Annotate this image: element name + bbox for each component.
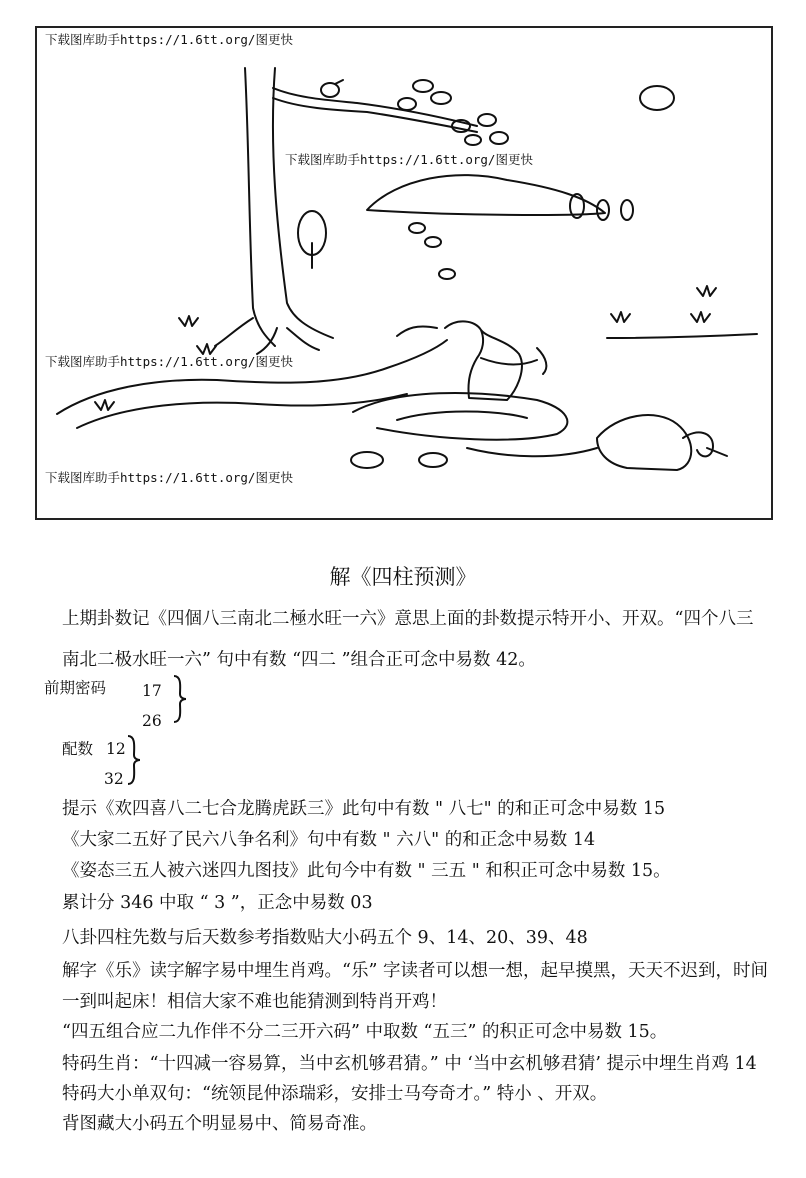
pairing-value: 12 xyxy=(106,740,126,758)
body-line: 提示《欢四喜八二七合龙腾虎跃三》此句中有数 " 八七" 的和正可念中易数 15 xyxy=(62,799,666,819)
sun xyxy=(640,86,674,110)
body-line: 累计分 346 中取 “ 3 ”，正念中易数 03 xyxy=(62,893,373,913)
body-line: 特码生肖：“十四减一容易算，当中玄机够君猜。” 中 ‘当中玄机够君猜’ 提示中埋生肖鸡 14 xyxy=(62,1054,757,1074)
body-line: 八卦四柱先数与后天数参考指数贴大小码五个 9、14、20、39、48 xyxy=(62,928,588,948)
pairing-label: 配数 xyxy=(62,740,94,758)
elephant-creature xyxy=(597,415,691,470)
paragraph-line: 南北二极水旺一六” 句中有数 “四二 ”组合正可念中易数 42。 xyxy=(62,650,536,670)
watermark: 下载图库助手https://1.6tt.org/图更快 xyxy=(45,354,293,369)
body-line: “四五组合应二九作伴不分二三开六码” 中取数 “五三” 的积正可念中易数 15。 xyxy=(62,1022,668,1042)
previous-code-label: 前期密码 xyxy=(44,679,107,697)
stone xyxy=(351,452,383,468)
watermark: 下载图库助手https://1.6tt.org/图更快 xyxy=(45,32,293,47)
leaf xyxy=(413,80,433,92)
curly-brace-icon xyxy=(124,734,144,786)
cartoon-illustration xyxy=(35,26,773,520)
body-line: 特码大小单双句：“统领昆仲添瑞彩，安排士马夸奇才。” 特小 、开双。 xyxy=(62,1084,608,1104)
curly-brace-icon xyxy=(170,674,190,724)
bird-on-branch xyxy=(321,83,339,97)
article-title: 解《四柱预测》 xyxy=(329,565,477,589)
body-line: 背图藏大小码五个明显易中、简易奇准。 xyxy=(62,1114,377,1134)
watermark: 下载图库助手https://1.6tt.org/图更快 xyxy=(45,470,293,485)
body-line: 一到叫起床！相信大家不难也能猜测到特肖开鸡！ xyxy=(62,992,447,1012)
previous-code-value: 26 xyxy=(142,712,162,730)
body-line: 《姿态三五人被六迷四九图技》此句今中有数 " 三五 " 和积正可念中易数 15。 xyxy=(62,861,671,881)
pairing-value: 32 xyxy=(104,770,124,788)
creature xyxy=(445,321,522,400)
tree-trunk-left xyxy=(245,68,275,346)
previous-code-value: 17 xyxy=(142,682,162,700)
watermark: 下载图库助手https://1.6tt.org/图更快 xyxy=(285,152,533,167)
roots xyxy=(215,318,253,346)
body-line: 《大家二五好了民六八争名利》句中有数 " 六八" 的和正念中易数 14 xyxy=(62,830,596,850)
water-ripple xyxy=(353,393,567,440)
body-line: 解字《乐》读字解字易中埋生肖鸡。“乐” 字读者可以想一想，起早摸黑，天天不迟到，时间 xyxy=(62,961,768,981)
paragraph-line: 上期卦数记《四個八三南北二極水旺一六》意思上面的卦数提示特开小、开双。“四个八三 xyxy=(62,609,754,629)
